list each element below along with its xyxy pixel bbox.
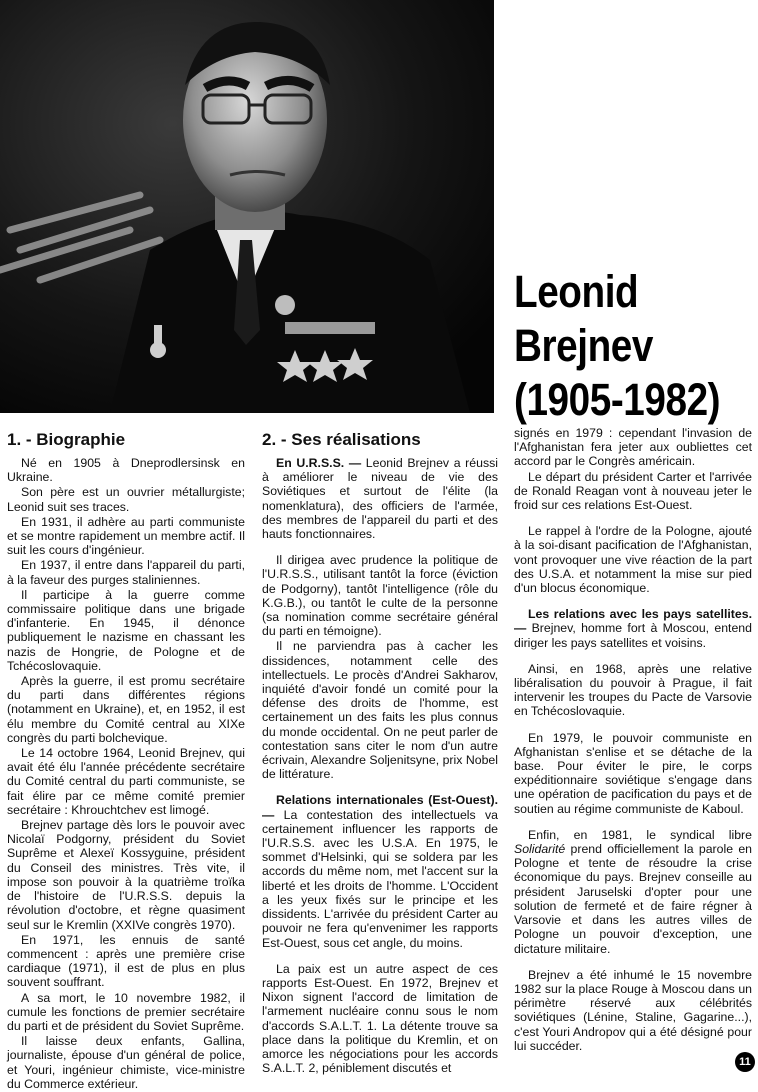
bio-paragraph: En 1931, il adhère au parti communiste et se montre rapidement un membre actif. Il suit les cours d'ingénieur. <box>7 514 245 558</box>
column-biographie <box>7 430 245 1092</box>
paragraph-text: La contestation des intellectuels va certainement influencer les rapports de l'U.R.S.S. avec les U.S.A. En 1975, le sommet d'Helsinki, qui se soldera par les accords du même nom, met l'accent sur la liberté et les droits de l'homme. L'Occident a les yeux fixés sur le principe et les dissidents. L'arrivée du président Carter au pouvoir ne fera qu'envenimer les rapports Est-Ouest, sous cet angle, du moins. <box>262 807 498 950</box>
bio-paragraph: Son père est un ouvrier métallurgiste; Leonid suit ses traces. <box>7 485 245 514</box>
column-continued <box>514 426 752 1054</box>
section-heading-realisations: 2. - Ses réalisations <box>262 430 421 449</box>
paragraph-text: prend officiellement la parole en Pologne et tente de résoudre la crise économique du pays. Brejnev conseille au président Jaruselski d'opter pour une solution de fermeté et de faire régner à Varsovie et dans les autres villes de Pologne un pouvoir d'exception, une dictature militaire. <box>514 842 752 956</box>
article-title <box>514 265 720 427</box>
realisations-paragraph: Il dirigea avec prudence la politique de l'U.R.S.S., utilisant tantôt la force (éviction de Podgorny), tantôt l'intelligence (rôle du K.G.B.), ou tantôt le culte de la personne (sa nomination comme secrétaire général du parti en témoigne). <box>262 553 498 639</box>
portrait-illustration <box>0 0 494 413</box>
bio-paragraph: Le 14 octobre 1964, Leonid Brejnev, qui avait été élu l'année précédente secrétaire du Comité central du parti communiste, se fait élire par ce même comité premier secrétaire : Khrouchtchev est limogé. <box>7 746 245 817</box>
continued-paragraph: Le départ du président Carter et l'arrivée de Ronald Reagan vont à nouveau jeter le froid sur ces relations Est-Ouest. <box>514 469 752 513</box>
continued-paragraph: Brejnev a été inhumé le 15 novembre 1982 sur la place Rouge à Moscou dans un périmètre réservé aux célébrités soviétiques (Lénine, Staline, Gagarine...), c'est Youri Andropov qui a été désigné pour lui succéder. <box>514 967 752 1053</box>
bio-paragraph: Il participe à la guerre comme commissaire politique dans une brigade d'infanterie. En 1945, il dénonce publiquement le nazisme en chassant les nazis de Hongrie, de Pologne et de Tchécoslovaquie. <box>7 587 245 673</box>
realisations-paragraph <box>262 793 498 949</box>
section-heading-biographie: 1. - Biographie <box>7 430 126 449</box>
paragraph-text: Enfin, en 1981, le syndical libre <box>528 827 752 842</box>
page-number-badge: 11 <box>735 1052 755 1072</box>
realisations-paragraph: Il ne parviendra pas à cacher les dissidences, notamment celle des intellectuels. Le procès d'Andrei Sakharov, inquiété d'avoir fondé un comité pour la défense des droits de l'homme, est certainement un des faits les plus connus du monde occidental. On ne peut parler de contestation sans citer le nom d'un autre écrivain, Alexandre Soljenitsyne, prix Nobel de littérature. <box>262 639 498 782</box>
bio-paragraph: A sa mort, le 10 novembre 1982, il cumule les fonctions de premier secrétaire du parti et de président du Soviet Suprême. <box>7 990 245 1033</box>
continued-paragraph: signés en 1979 : cependant l'invasion de l'Afghanistan fera jeter aux oubliettes cet accord par le Congrès américain. <box>514 426 752 469</box>
title-line-1: Leonid <box>514 266 639 317</box>
subsection-lead-urss: En U.R.S.S. — <box>276 456 362 470</box>
column-realisations <box>262 430 498 1076</box>
paragraph-text: Brejnev, homme fort à Moscou, entend diriger les pays satellites et voisins. <box>514 621 752 650</box>
continued-paragraph: Ainsi, en 1968, après une relative libéralisation du pouvoir à Prague, il fait intervenir les troupes du Pacte de Varsovie en Tchécoslovaquie. <box>514 661 752 719</box>
realisations-paragraph <box>262 456 498 541</box>
title-line-3: (1905-1982) <box>514 374 721 425</box>
bio-paragraph: Il laisse deux enfants, Gallina, journaliste, épouse d'un général de police, et Youri, ingénieur chimiste, vice-ministre du Commerce extérieur. <box>7 1034 245 1091</box>
bio-paragraph: Brejnev partage dès lors le pouvoir avec Nicolaï Podgorny, président du Soviet Suprême et Alexeï Kossyguine, président du Conseil des ministres. Très vite, il impose son pouvoir à la quatrième troïka de l'histoire de l'U.R.S.S. depuis la révolution d'octobre, et règne quasiment seul sur le Kremlin (XXIVe congrès 1970). <box>7 818 245 932</box>
paragraph-text: Leonid Brejnev a réussi à améliorer le niveau de vie des Soviétiques et surtout de l'élite (la nomenklatura), des officiers de l'armée, des membres de l'appareil du parti et des hauts fonctionnaires. <box>262 456 498 542</box>
subsection-lead-relations: Relations internationales (Est-Ouest). — <box>262 793 498 822</box>
continued-paragraph <box>514 828 752 956</box>
bio-paragraph: Après la guerre, il est promu secrétaire du parti dans différentes régions (notamment en Ukraine), et, en 1952, il est élu membre du Comité central au XIXe congrès du parti bolchevique. <box>7 674 245 745</box>
solidarite-italic: Solidarité <box>514 842 566 857</box>
bio-paragraph: Né en 1905 à Dneprodlersinsk en Ukraine. <box>7 456 245 485</box>
subsection-lead-satellites: Les relations avec les pays satellites. — <box>514 607 752 636</box>
continued-paragraph: En 1979, le pouvoir communiste en Afghanistan s'enlise et se détache de la base. Pour éviter le pire, le corps expéditionnaire soviétique s'engage dans une opération de pacification du pays et de soutien au régime communiste de Kaboul. <box>514 730 752 816</box>
continued-paragraph: Le rappel à l'ordre de la Pologne, ajouté à la soi-disant pacification de l'Afghanistan, vont provoquer une vive réaction de la part des U.S.A. et notamment la mise sur pied d'un blocus économique. <box>514 524 752 596</box>
title-line-2: Brejnev <box>514 320 653 371</box>
realisations-paragraph: La paix est un autre aspect de ces rapports Est-Ouest. En 1972, Brejnev et Nixon signent l'accord de limitation de l'armement nucléaire connu sous le nom d'accords S.A.L.T. 1. La détente trouve sa place dans la politique du Kremlin, et on amorce les négociations pour les accords S.A.L.T. 2, péniblement discutés et <box>262 961 498 1076</box>
bio-paragraph: En 1971, les ennuis de santé commencent : après une première crise cardiaque (1971), il est de plus en plus souvent souffrant. <box>7 932 245 990</box>
portrait-photo <box>0 0 494 413</box>
continued-paragraph <box>514 607 752 650</box>
bio-paragraph: En 1937, il entre dans l'appareil du parti, à la faveur des purges staliniennes. <box>7 558 245 587</box>
